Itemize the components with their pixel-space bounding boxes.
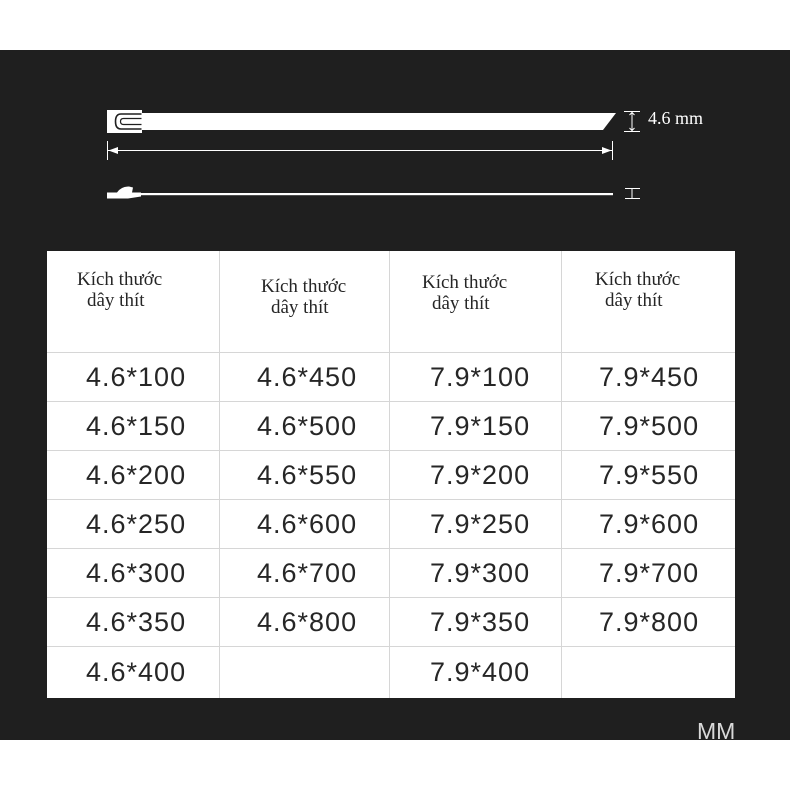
size-cell: 7.9*450 <box>562 353 735 402</box>
watermark-text: MM <box>697 718 736 744</box>
empty-cell <box>562 647 735 698</box>
header-label-line1: Kích thước <box>595 269 681 290</box>
header-cell <box>47 251 220 353</box>
header-label-line1: Kích thước <box>77 269 163 290</box>
size-cell: 7.9*200 <box>390 451 562 500</box>
size-cell: 4.6*150 <box>47 402 220 451</box>
size-cell: 7.9*400 <box>390 647 562 698</box>
cable-tie-front-view-icon <box>107 110 616 133</box>
size-cell: 7.9*700 <box>562 549 735 598</box>
size-cell: 7.9*800 <box>562 598 735 647</box>
cable-tie-head-side <box>107 187 141 199</box>
arrowhead-left-icon <box>109 147 119 154</box>
size-table <box>47 251 735 698</box>
header-label-line2: dây thít <box>87 290 145 311</box>
thickness-dimension <box>624 108 703 132</box>
cable-tie-diagram <box>0 0 790 250</box>
size-cell: 4.6*300 <box>47 549 220 598</box>
header-cell <box>562 251 735 353</box>
cable-tie-side-view-icon <box>107 187 613 199</box>
size-cell: 4.6*250 <box>47 500 220 549</box>
size-cell: 4.6*700 <box>220 549 390 598</box>
size-cell: 4.6*200 <box>47 451 220 500</box>
empty-cell <box>220 647 390 698</box>
length-dimension <box>108 141 613 160</box>
size-cell: 7.9*100 <box>390 353 562 402</box>
size-cell: 4.6*600 <box>220 500 390 549</box>
side-thickness-dimension <box>625 189 640 199</box>
header-label-line2: dây thít <box>432 293 490 314</box>
size-cell: 7.9*550 <box>562 451 735 500</box>
size-cell: 7.9*300 <box>390 549 562 598</box>
thickness-label: 4.6 mm <box>648 108 704 128</box>
size-cell: 7.9*150 <box>390 402 562 451</box>
size-cell: 4.6*500 <box>220 402 390 451</box>
size-cell: 7.9*500 <box>562 402 735 451</box>
size-cell: 7.9*600 <box>562 500 735 549</box>
size-cell: 7.9*250 <box>390 500 562 549</box>
header-label-line2: dây thít <box>271 297 329 318</box>
size-cell: 4.6*800 <box>220 598 390 647</box>
size-cell: 4.6*450 <box>220 353 390 402</box>
header-cell <box>390 251 562 353</box>
header-label-line1: Kích thước <box>422 272 508 293</box>
size-cell: 4.6*400 <box>47 647 220 698</box>
arrowhead-right-icon <box>602 147 612 154</box>
size-cell: 4.6*100 <box>47 353 220 402</box>
header-cell <box>220 251 390 353</box>
header-label-line1: Kích thước <box>261 276 347 297</box>
cable-tie-strap-side <box>140 193 613 195</box>
size-cell: 4.6*550 <box>220 451 390 500</box>
size-cell: 4.6*350 <box>47 598 220 647</box>
cable-tie-strap <box>142 113 616 130</box>
size-cell: 7.9*350 <box>390 598 562 647</box>
header-label-line2: dây thít <box>605 290 663 311</box>
